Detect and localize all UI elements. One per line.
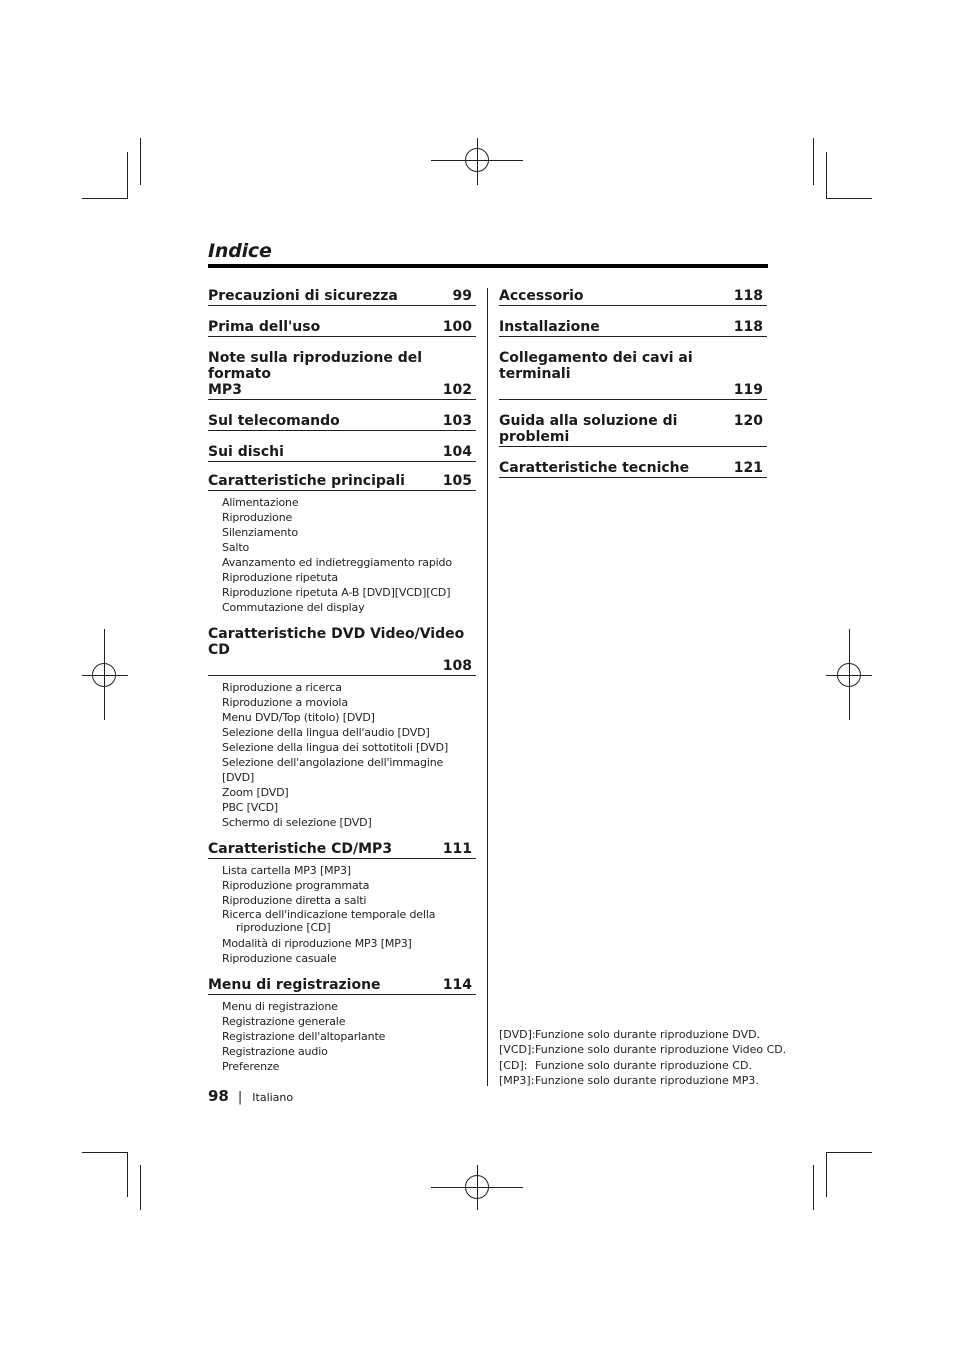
toc-entry-page: 111 <box>442 841 472 857</box>
toc-subitem: Riproduzione a moviola <box>222 696 348 709</box>
legend-key: [MP3]: <box>499 1073 535 1087</box>
toc-entry-page: 104 <box>442 444 472 460</box>
toc-section <box>499 319 767 337</box>
toc-entry[interactable] <box>208 350 476 400</box>
toc-entry[interactable] <box>499 319 767 337</box>
toc-section <box>208 841 476 966</box>
toc-entry-page: 118 <box>733 288 763 304</box>
toc-subitem: Riproduzione a ricerca <box>222 681 342 694</box>
toc-subitem: Modalità di riproduzione MP3 [MP3] <box>222 937 412 950</box>
toc-entry-label: Note sulla riproduzione del formato <box>208 350 423 382</box>
toc-subitem: Preferenze <box>222 1060 280 1073</box>
legend-note <box>499 1058 786 1073</box>
toc-entry-page: 118 <box>733 319 763 335</box>
toc-section <box>208 350 476 400</box>
legend-key: [DVD]: <box>499 1028 536 1041</box>
toc-entry-label: Sui dischi <box>208 444 284 460</box>
toc-entry-label: Caratteristiche principali <box>208 473 405 489</box>
legend-text: Funzione solo durante riproduzione Video CD. <box>535 1043 787 1057</box>
toc-entry[interactable] <box>208 473 476 491</box>
toc-entry[interactable] <box>499 413 767 447</box>
toc-entry[interactable] <box>208 841 476 859</box>
toc-subitem: Alimentazione <box>222 496 299 509</box>
toc-subitem: Avanzamento ed indietreggiamento rapido <box>222 556 452 569</box>
toc-entry[interactable] <box>499 288 767 306</box>
legend-note <box>499 1027 786 1042</box>
toc-subitem: Lista cartella MP3 [MP3] <box>222 864 351 877</box>
toc-subitem: Selezione della lingua dei sottotitoli [DVD] <box>222 741 449 754</box>
toc-subitem: Selezione della lingua dell'audio [DVD] <box>222 726 430 739</box>
toc-subitem: riproduzione [CD] <box>236 921 331 934</box>
toc-entry[interactable] <box>208 413 476 431</box>
toc-subitem: Registrazione audio <box>222 1045 328 1058</box>
toc-section <box>499 460 767 478</box>
toc-subitem: Riproduzione ripetuta <box>222 571 338 584</box>
toc-subitem: Selezione dell'angolazione dell'immagine [DVD] <box>222 756 444 784</box>
toc-entry-label: Caratteristiche DVD Video/Video CD <box>208 626 465 658</box>
toc-subitem: Registrazione dell'altoparlante <box>222 1030 386 1043</box>
page-title: Indice <box>208 240 272 262</box>
title-rule <box>208 264 768 268</box>
toc-entry-label: Guida alla soluzione di problemi <box>499 413 678 445</box>
footer-language: Italiano <box>252 1091 294 1104</box>
toc-entry-page: 120 <box>733 413 763 429</box>
toc-section <box>499 288 767 306</box>
legend-notes <box>499 1027 786 1088</box>
toc-entry[interactable] <box>499 460 767 478</box>
toc-entry-page: 108 <box>442 658 472 674</box>
toc-section <box>208 288 476 306</box>
toc-entry-label: Sul telecomando <box>208 413 340 429</box>
toc-entry-page: 102 <box>442 382 472 398</box>
page-footer <box>208 1087 293 1105</box>
legend-text: Funzione solo durante riproduzione MP3. <box>535 1073 759 1087</box>
toc-entry-line2 <box>208 382 472 398</box>
toc-entry-label: Accessorio <box>499 288 584 304</box>
toc-subitem: Menu di registrazione <box>222 1000 338 1013</box>
toc-entry-page: 103 <box>442 413 472 429</box>
toc-entry-label: Caratteristiche tecniche <box>499 460 690 476</box>
toc-entry-label: Collegamento dei cavi ai terminali <box>499 350 693 382</box>
column-divider <box>487 288 488 1086</box>
toc-subitem: Menu DVD/Top (titolo) [DVD] <box>222 711 375 724</box>
toc-section <box>208 626 476 830</box>
toc-left-column <box>208 288 476 1074</box>
toc-subitems <box>208 676 476 830</box>
toc-subitem: PBC [VCD] <box>222 801 279 814</box>
toc-subitems <box>208 491 476 615</box>
legend-note <box>499 1073 786 1088</box>
legend-note <box>499 1042 786 1057</box>
toc-entry-label: Installazione <box>499 319 600 335</box>
toc-entry-label: Precauzioni di sicurezza <box>208 288 398 304</box>
legend-text: Funzione solo durante riproduzione DVD. <box>535 1028 761 1041</box>
toc-subitems <box>208 859 476 966</box>
toc-entry[interactable] <box>208 977 476 995</box>
toc-subitem: Zoom [DVD] <box>222 786 289 799</box>
toc-entry[interactable] <box>208 444 476 462</box>
toc-section <box>499 413 767 447</box>
toc-entry-page: 119 <box>733 382 763 398</box>
toc-entry-label: Menu di registrazione <box>208 977 381 993</box>
toc-entry-label: Caratteristiche CD/MP3 <box>208 841 393 857</box>
toc-section <box>208 413 476 431</box>
legend-key: [VCD]: <box>499 1043 535 1057</box>
toc-subitem: Ricerca dell'indicazione temporale della <box>222 908 436 921</box>
toc-entry-page: 105 <box>442 473 472 489</box>
legend-key: [CD]: <box>499 1058 528 1072</box>
toc-entry-label-cont: MP3 <box>208 382 242 398</box>
toc-section <box>499 350 767 400</box>
footer-separator: | <box>237 1090 243 1105</box>
toc-entry[interactable] <box>499 350 767 400</box>
toc-subitem: Riproduzione <box>222 511 293 524</box>
toc-subitem: Riproduzione ripetuta A-B [DVD][VCD][CD] <box>222 586 451 599</box>
toc-entry[interactable] <box>208 319 476 337</box>
toc-subitem: Riproduzione programmata <box>222 879 370 892</box>
toc-entry-page: 99 <box>452 288 472 304</box>
toc-subitem: Riproduzione diretta a salti <box>222 894 367 907</box>
toc-entry-page: 114 <box>442 977 472 993</box>
toc-subitem: Silenziamento <box>222 526 298 539</box>
toc-entry-page: 100 <box>442 319 472 335</box>
page-number: 98 <box>208 1087 229 1105</box>
toc-entry-label: Prima dell'uso <box>208 319 321 335</box>
toc-subitem: Schermo di selezione [DVD] <box>222 816 372 829</box>
toc-subitem: Salto <box>222 541 250 554</box>
toc-right-column <box>499 288 767 478</box>
toc-subitems <box>208 995 476 1074</box>
legend-text: Funzione solo durante riproduzione CD. <box>535 1058 752 1072</box>
toc-section <box>208 444 476 462</box>
toc-subitem: Registrazione generale <box>222 1015 346 1028</box>
toc-entry-page: 121 <box>733 460 763 476</box>
toc-section <box>208 473 476 615</box>
toc-section <box>208 319 476 337</box>
toc-entry[interactable] <box>208 626 476 676</box>
toc-entry[interactable] <box>208 288 476 306</box>
toc-section <box>208 977 476 1074</box>
toc-subitem: Commutazione del display <box>222 601 365 614</box>
toc-subitem: Riproduzione casuale <box>222 952 337 965</box>
